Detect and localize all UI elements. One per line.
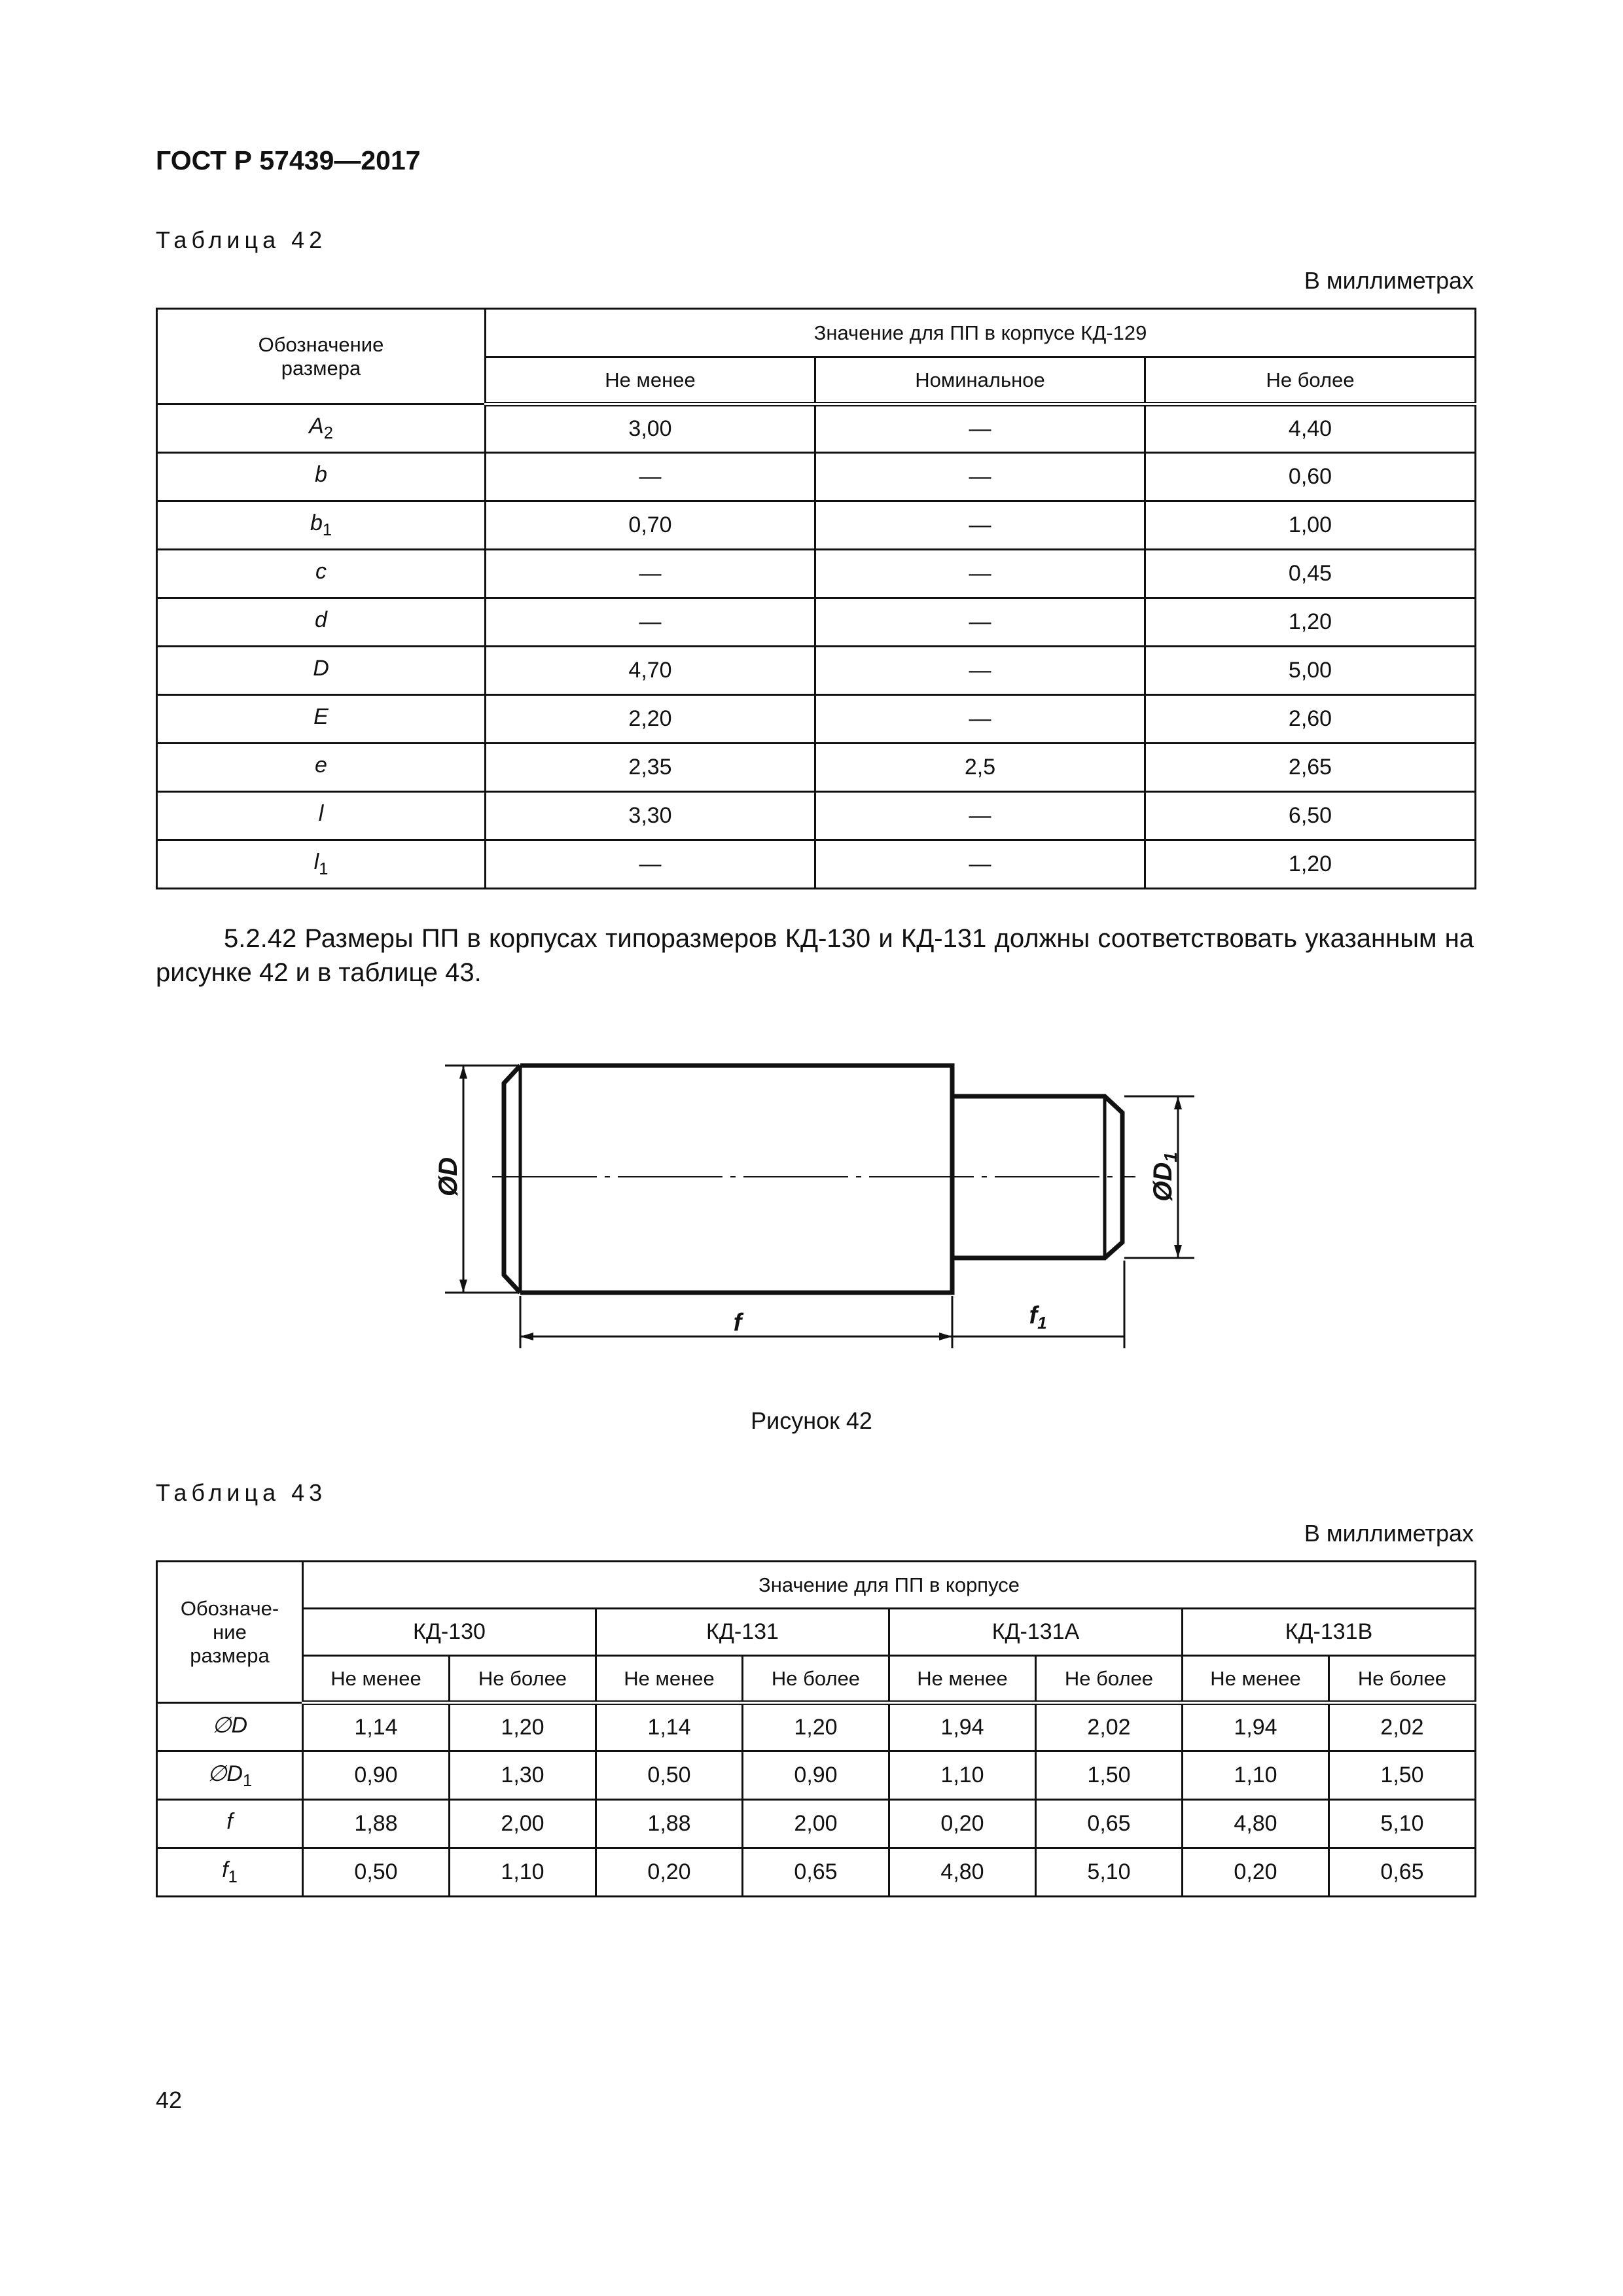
- table-43-header-min: Не менее: [596, 1656, 743, 1703]
- designation-symbol: c: [315, 559, 327, 584]
- table-43-header-min: Не менее: [889, 1656, 1036, 1703]
- table-43-header-max: Не более: [1036, 1656, 1183, 1703]
- value-cell: 0,20: [1183, 1848, 1329, 1897]
- value-cell: 0,60: [1145, 453, 1476, 501]
- table-row: [157, 744, 1476, 792]
- value-cell: 2,00: [450, 1800, 596, 1848]
- table-42-group-header: Значение для ПП в корпусе КД-129: [486, 309, 1476, 357]
- designation-cell: [157, 840, 486, 889]
- value-cell: 5,10: [1036, 1848, 1183, 1897]
- designation-cell: [157, 453, 486, 501]
- table-43-header-min: Не менее: [1183, 1656, 1329, 1703]
- value-cell: 0,90: [743, 1751, 889, 1800]
- value-cell: 1,00: [1145, 501, 1476, 550]
- table-43-package-kd130: КД-130: [303, 1609, 596, 1656]
- value-cell: 1,14: [303, 1703, 450, 1751]
- table-row: [157, 792, 1476, 840]
- value-cell: —: [815, 501, 1145, 550]
- value-cell: 1,20: [450, 1703, 596, 1751]
- designation-cell: [157, 1703, 303, 1751]
- table-43-header-max: Не более: [1329, 1656, 1476, 1703]
- designation-symbol: f: [222, 1857, 228, 1883]
- value-cell: 4,70: [486, 647, 815, 695]
- value-cell: 0,50: [303, 1848, 450, 1897]
- value-cell: 2,02: [1329, 1703, 1476, 1751]
- value-cell: —: [486, 550, 815, 598]
- table-42-body: [157, 404, 1476, 889]
- label-length-f: f: [733, 1309, 742, 1336]
- value-cell: 1,10: [1183, 1751, 1329, 1800]
- value-cell: 4,80: [889, 1848, 1036, 1897]
- value-cell: 3,00: [486, 404, 815, 453]
- value-cell: 2,65: [1145, 744, 1476, 792]
- value-cell: 5,00: [1145, 647, 1476, 695]
- value-cell: 1,88: [596, 1800, 743, 1848]
- designation-symbol: f: [226, 1809, 233, 1835]
- value-cell: —: [815, 695, 1145, 744]
- designation-cell: [157, 1800, 303, 1848]
- designation-symbol: b: [310, 511, 323, 536]
- value-cell: 1,10: [889, 1751, 1036, 1800]
- table-row: [157, 1703, 1476, 1751]
- table-43-units: В миллиметрах: [1304, 1520, 1474, 1547]
- table-43-package-kd131a: КД-131А: [889, 1609, 1183, 1656]
- value-cell: 6,50: [1145, 792, 1476, 840]
- value-cell: 0,65: [743, 1848, 889, 1897]
- table-43-header-max: Не более: [450, 1656, 596, 1703]
- value-cell: 2,5: [815, 744, 1145, 792]
- value-cell: —: [815, 404, 1145, 453]
- table-row: [157, 695, 1476, 744]
- table-42-header-min: Не менее: [486, 357, 815, 404]
- value-cell: 1,50: [1329, 1751, 1476, 1800]
- table-42-col-designation: Обозначение размера: [157, 309, 486, 404]
- designation-subscript: 1: [242, 1771, 253, 1790]
- value-cell: 1,94: [1183, 1703, 1329, 1751]
- designation-subscript: 2: [323, 423, 333, 442]
- value-cell: 5,10: [1329, 1800, 1476, 1848]
- designation-subscript: 1: [228, 1867, 238, 1886]
- table-row: [157, 840, 1476, 889]
- value-cell: 1,94: [889, 1703, 1036, 1751]
- designation-cell: [157, 501, 486, 550]
- label-diameter-D: ØD: [434, 1157, 463, 1196]
- value-cell: 1,88: [303, 1800, 450, 1848]
- designation-cell: [157, 1848, 303, 1897]
- table-43-col-designation: Обозначе-ние размера: [157, 1562, 303, 1703]
- value-cell: 0,45: [1145, 550, 1476, 598]
- table-42-header-max: Не более: [1145, 357, 1476, 404]
- designation-symbol: E: [313, 704, 329, 730]
- value-cell: 0,20: [596, 1848, 743, 1897]
- table-row: [157, 501, 1476, 550]
- table-42-units: В миллиметрах: [1304, 267, 1474, 294]
- table-row: [157, 453, 1476, 501]
- value-cell: —: [815, 550, 1145, 598]
- label-diameter-D1: $ØD_1$: [1149, 1152, 1181, 1202]
- designation-symbol: l: [313, 850, 319, 875]
- value-cell: —: [486, 598, 815, 647]
- document-code: ГОСТ Р 57439—2017: [156, 145, 421, 175]
- figure-42-drawing: [0, 1021, 1623, 1388]
- value-cell: —: [815, 792, 1145, 840]
- value-cell: 0,90: [303, 1751, 450, 1800]
- value-cell: 2,00: [743, 1800, 889, 1848]
- value-cell: 0,65: [1036, 1800, 1183, 1848]
- designation-cell: [157, 792, 486, 840]
- value-cell: 0,65: [1329, 1848, 1476, 1897]
- designation-subscript: 1: [322, 520, 332, 539]
- value-cell: 1,20: [743, 1703, 889, 1751]
- value-cell: 3,30: [486, 792, 815, 840]
- value-cell: —: [815, 647, 1145, 695]
- designation-subscript: 1: [319, 859, 329, 878]
- table-row: [157, 404, 1476, 453]
- value-cell: —: [815, 598, 1145, 647]
- value-cell: 4,80: [1183, 1800, 1329, 1848]
- designation-cell: [157, 404, 486, 453]
- designation-symbol: D: [313, 656, 329, 681]
- value-cell: 1,30: [450, 1751, 596, 1800]
- table-row: [157, 1751, 1476, 1800]
- value-cell: —: [815, 453, 1145, 501]
- value-cell: 1,10: [450, 1848, 596, 1897]
- value-cell: —: [486, 840, 815, 889]
- table-row: [157, 550, 1476, 598]
- page-number: 42: [156, 2087, 183, 2113]
- label-length-f1: $f_1$: [1029, 1302, 1047, 1333]
- designation-symbol: e: [315, 753, 327, 778]
- designation-symbol: l: [318, 801, 324, 827]
- value-cell: —: [815, 840, 1145, 889]
- designation-symbol: A: [309, 414, 324, 439]
- table-43-package-kd131: КД-131: [596, 1609, 889, 1656]
- value-cell: 2,20: [486, 695, 815, 744]
- table-43-package-kd131v: КД-131В: [1183, 1609, 1476, 1656]
- table-42-caption: Таблица 42: [156, 226, 327, 253]
- table-43-header-min: Не менее: [303, 1656, 450, 1703]
- paragraph-5-2-42: 5.2.42 Размеры ПП в корпусах типоразмеров КД-130 и КД-131 должны соответствовать указанным на рисунке 42 и в таблице 43.: [156, 924, 1474, 987]
- designation-symbol: d: [315, 607, 327, 633]
- designation-cell: [157, 695, 486, 744]
- table-row: [157, 1848, 1476, 1897]
- table-43-caption: Таблица 43: [156, 1479, 327, 1506]
- table-43-body: [157, 1703, 1476, 1897]
- designation-symbol: b: [315, 462, 327, 488]
- table-43-header-max: Не более: [743, 1656, 889, 1703]
- value-cell: 2,60: [1145, 695, 1476, 744]
- large-cylinder: [504, 1066, 952, 1293]
- designation-cell: [157, 744, 486, 792]
- value-cell: —: [486, 453, 815, 501]
- table-42: [156, 308, 1476, 889]
- value-cell: 0,50: [596, 1751, 743, 1800]
- designation-cell: [157, 598, 486, 647]
- value-cell: 2,02: [1036, 1703, 1183, 1751]
- designation-cell: [157, 550, 486, 598]
- value-cell: 1,50: [1036, 1751, 1183, 1800]
- table-row: [157, 598, 1476, 647]
- value-cell: 1,20: [1145, 598, 1476, 647]
- designation-symbol: ∅D: [211, 1712, 248, 1738]
- value-cell: 1,20: [1145, 840, 1476, 889]
- table-row: [157, 647, 1476, 695]
- value-cell: 4,40: [1145, 404, 1476, 453]
- designation-cell: [157, 1751, 303, 1800]
- value-cell: 0,70: [486, 501, 815, 550]
- figure-42-caption: Рисунок 42: [751, 1407, 872, 1434]
- value-cell: 1,14: [596, 1703, 743, 1751]
- table-42-header-nominal: Номинальное: [815, 357, 1145, 404]
- table-43-group-header: Значение для ПП в корпусе: [303, 1562, 1476, 1609]
- designation-cell: [157, 647, 486, 695]
- value-cell: 0,20: [889, 1800, 1036, 1848]
- table-row: [157, 1800, 1476, 1848]
- table-43: [156, 1560, 1476, 1897]
- designation-symbol: ∅D: [207, 1761, 243, 1786]
- value-cell: 2,35: [486, 744, 815, 792]
